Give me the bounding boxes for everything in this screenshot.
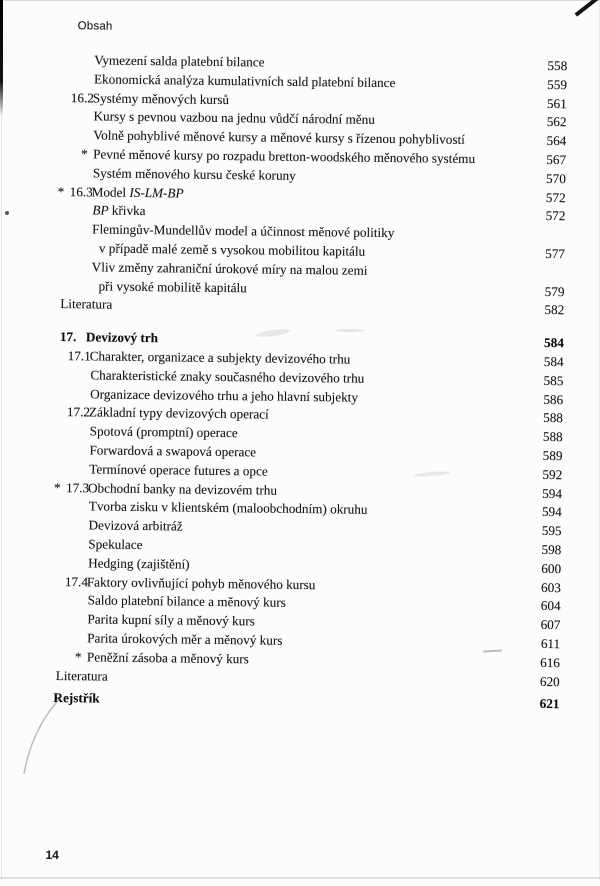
toc-item-page: 558 [547, 57, 568, 74]
toc-item-title: Ekonomická analýza kumulativních sald platební bilance [93, 71, 396, 90]
toc-item-number: 16.3 [69, 183, 93, 199]
toc-item-page: 564 [546, 133, 567, 149]
toc-item-page: 585 [543, 372, 564, 388]
toc-item-page: 584 [543, 335, 564, 351]
toc-item-title: Spotová (promptní) operace [89, 423, 238, 441]
toc-item-line [53, 689, 513, 713]
toc-item-number: 17.4 [64, 573, 89, 589]
toc-item-page: 621 [539, 696, 560, 712]
toc-item-title: Rejstřík [53, 690, 100, 706]
toc-item-page: 561 [546, 95, 567, 111]
table-of-contents [0, 50, 567, 714]
toc-item-page: 577 [545, 245, 566, 262]
toc-item-title: Základní typy devizových operací [88, 404, 269, 422]
toc-title-text: křivka [108, 202, 146, 219]
toc-item-page: 611 [540, 635, 561, 652]
running-header: Obsah [77, 20, 113, 33]
toc-item-page: 579 [544, 283, 565, 299]
toc-item-title: Peněžní zásoba a měnový kurs [86, 649, 249, 667]
toc-item-page: 595 [541, 523, 562, 539]
toc-item-title: Pevné měnové kursy po rozpadu bretton-woodského měnového systému [93, 146, 476, 167]
toc-row [0, 689, 560, 715]
toc-item-page: 559 [547, 76, 568, 92]
toc-item-page: 616 [540, 654, 561, 670]
toc-item-title: Devizová arbitráž [88, 517, 183, 534]
toc-item-title: Charakter, organizace a subjekty devizového trhu [89, 348, 351, 367]
toc-item-title: Spekulace [88, 536, 143, 552]
toc-item-title: Literatura [55, 667, 108, 684]
toc-item-title: Systém měnového kursu české koruny [92, 165, 296, 183]
toc-asterisk-marker: * [74, 648, 82, 665]
toc-item-page: 598 [541, 541, 562, 558]
toc-item-title: Faktory ovlivňující pohyb měnového kursu [86, 573, 316, 592]
toc-item-page: 570 [545, 170, 566, 186]
toc-asterisk-marker: * [57, 183, 65, 199]
toc-item-page: 600 [541, 560, 562, 576]
toc-item-title: Vymezení salda platební bilance [94, 52, 265, 70]
toc-item-title: Devizový trh [85, 329, 159, 346]
toc-item-title [92, 203, 145, 219]
toc-item-page: 572 [545, 189, 566, 205]
toc-item-page: 584 [543, 353, 564, 370]
toc-item-title: Obchodní banky na devizovém trhu [87, 479, 278, 498]
toc-item-number: 16.2 [70, 89, 94, 106]
toc-item-title: Systémy měnových kursů [92, 90, 230, 107]
toc-item-title: Flemingův-Mundellův model a účinnost měnové politiky [92, 221, 395, 241]
toc-item-title: Parita kupní síly a měnový kurs [87, 611, 255, 629]
toc-item-continuation: při vysoké mobilitě kapitálu [98, 278, 247, 295]
toc-item-page: 594 [542, 485, 563, 501]
toc-item-page: 592 [542, 466, 563, 482]
toc-title-italic: BP [92, 202, 109, 218]
toc-item-title: Charakteristické znaky současného devizového trhu [90, 367, 365, 386]
toc-item-title: Saldo platební bilance a měnový kurs [87, 592, 286, 611]
toc-item-continuation: v případě malé země s vysokou mobilitou kapitálu [98, 240, 366, 259]
toc-item-title: Organizace devizového trhu a jeho hlavní subjekty [90, 385, 359, 405]
toc-item-text [0, 257, 519, 301]
toc-item-title: Kursy s pevnou vazbou na jednu vůdčí národní měnu [93, 108, 375, 128]
toc-item-title: Termínové operace futures a opce [89, 461, 268, 479]
toc-item-page: 594 [541, 504, 562, 520]
toc-item-title [92, 184, 184, 200]
toc-item-title: Tvorba zisku v klientském (maloobchodním) okruhu [88, 498, 368, 518]
toc-item-page: 582 [544, 302, 565, 318]
toc-item-page: 562 [546, 114, 567, 130]
toc-item-title: Hedging (zajištění) [88, 555, 190, 572]
page-number-footer: 14 [45, 847, 59, 863]
toc-asterisk-marker: * [81, 146, 88, 162]
toc-item-number: 17.3 [65, 479, 90, 495]
toc-item-title: Literatura [60, 296, 113, 313]
toc-item-page: 588 [543, 410, 564, 426]
toc-item-page: 572 [545, 208, 566, 224]
toc-item-number: 17.2 [66, 404, 91, 420]
toc-item-title: Vliv změny zahraniční úrokové míry na malou zemi [91, 259, 368, 278]
toc-item-title: Forwardová a swapová operace [89, 442, 257, 460]
toc-item-page: 620 [539, 673, 560, 689]
toc-item-title: Parita úrokových měr a měnový kurs [87, 630, 283, 648]
toc-item-page: 567 [546, 151, 567, 168]
toc-item-text [0, 219, 519, 263]
toc-item-page: 604 [540, 598, 561, 614]
toc-item-page: 589 [542, 447, 563, 464]
toc-item-page: 603 [540, 579, 561, 595]
toc-item-number: 17.1 [67, 348, 91, 364]
toc-item-page: 607 [540, 617, 561, 633]
toc-title-text: Model [91, 183, 130, 200]
toc-item-number: 17. [59, 329, 77, 345]
toc-item-text [0, 689, 514, 714]
toc-title-italic: IS-LM-BP [129, 184, 184, 201]
toc-item-page: 588 [542, 429, 563, 445]
toc-asterisk-marker: * [53, 479, 61, 495]
toc-item-title: Volně pohyblivé měnové kursy a měnové kursy s řízenou pohyblivostí [93, 127, 465, 148]
toc-item-page: 586 [543, 391, 564, 407]
